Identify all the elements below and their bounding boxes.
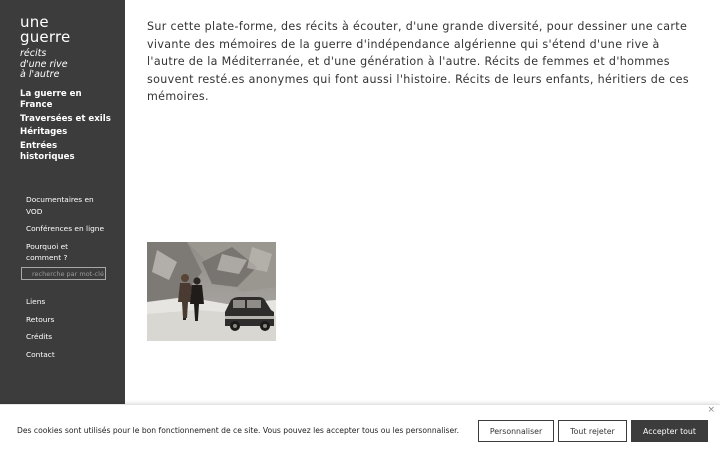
nav-item-credits[interactable]: Crédits — [26, 332, 53, 341]
photo-snowy-mountain-car — [147, 242, 276, 341]
reject-all-button[interactable]: Tout rejeter — [558, 420, 627, 442]
nav-item-documentaires-vod[interactable] — [26, 194, 122, 217]
nav-item-traversees-et-exils[interactable] — [20, 114, 120, 125]
nav-item-label: Documentaires en — [26, 195, 94, 204]
close-icon[interactable]: × — [707, 405, 715, 415]
logo-subtitle — [20, 49, 70, 81]
site-logo[interactable] — [20, 15, 70, 81]
intro-text: Sur cette plate-forme, des récits à écouter, d'une grande diversité, pour dessiner une carte vivante des mémoires de la guerre d'indépendance algérienne qui s'étend d'une rive à l'autre de la Méditerranée, et d'une génération à l'autre. Récits de femmes et d'hommes souvent resté.es anonymes qui font aussi l'histoire. Récits de leurs enfants, héritiers de ces mémoires. — [147, 20, 689, 103]
nav-item-liens[interactable]: Liens — [26, 297, 46, 306]
logo-title-line1: une — [20, 13, 49, 31]
secondary-nav — [26, 194, 122, 264]
logo-subtitle-line2: d'une rive — [20, 58, 68, 70]
nav-item-label: VOD — [26, 206, 43, 216]
logo-title-line2: guerre — [20, 28, 71, 46]
footer-nav — [26, 296, 122, 366]
nav-item-heritages[interactable] — [20, 127, 120, 138]
accept-all-button[interactable]: Accepter tout — [631, 420, 708, 442]
logo-subtitle-line1: récits — [20, 48, 47, 59]
nav-item-label: Conférences en ligne — [26, 224, 105, 233]
nav-item-label: Héritages — [20, 127, 68, 137]
nav-item-entrees-historiques[interactable] — [20, 141, 120, 163]
customize-cookies-button[interactable]: Personnaliser — [478, 420, 554, 442]
logo-subtitle-line3: à l'autre — [20, 69, 60, 80]
main-nav — [20, 89, 120, 165]
nav-item-label: Traversées et exils — [20, 113, 111, 124]
sidebar — [0, 0, 125, 450]
nav-item-contact[interactable]: Contact — [26, 349, 55, 359]
featured-photo[interactable] — [147, 242, 276, 341]
nav-item-retours[interactable]: Retours — [26, 314, 55, 324]
cookie-banner — [0, 404, 720, 450]
nav-item-label: France — [20, 100, 53, 110]
nav-item-label: La guerre en — [20, 89, 82, 99]
nav-item-guerre-en-france[interactable] — [20, 89, 120, 111]
nav-item-label: Pourquoi et — [26, 241, 69, 251]
cookie-banner-text: Des cookies sont utilisés pour le bon fonctionnement de ce site. Vous pouvez les accepter tous ou les personnaliser. — [17, 426, 459, 435]
nav-item-label: comment ? — [26, 253, 68, 262]
nav-item-pourquoi-et-comment[interactable] — [26, 241, 122, 264]
nav-item-conferences-en-ligne[interactable] — [26, 223, 122, 235]
nav-item-label: historiques — [20, 151, 75, 162]
search-input[interactable] — [21, 267, 106, 280]
nav-item-label: Entrées — [20, 140, 58, 151]
